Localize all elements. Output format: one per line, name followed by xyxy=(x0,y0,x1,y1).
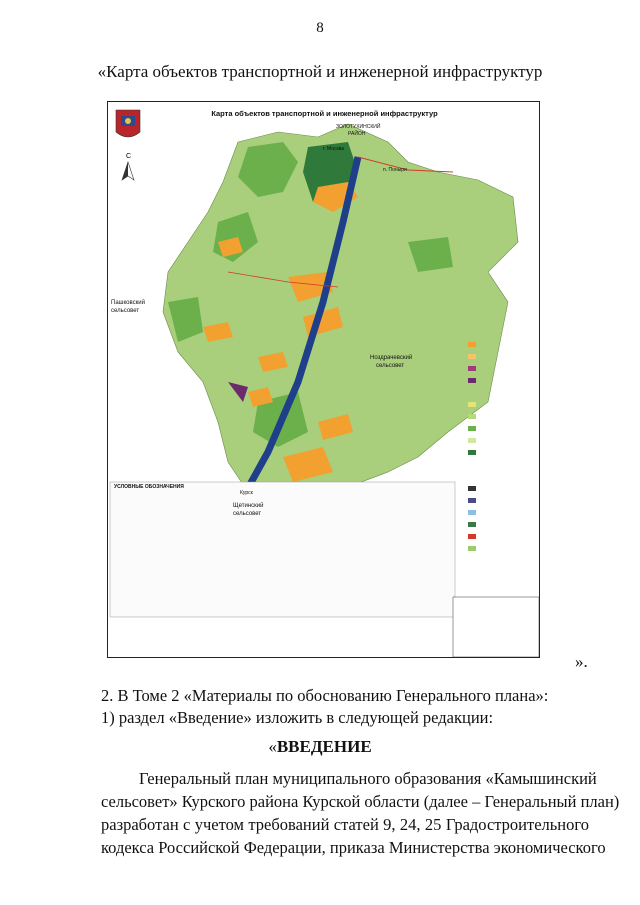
legend-title: УСЛОВНЫЕ ОБОЗНАЧЕНИЯ xyxy=(114,484,184,490)
heading-quote: « xyxy=(268,737,277,756)
section-heading xyxy=(0,737,640,757)
paragraph-2: 1) раздел «Введение» изложить в следующей редакции: xyxy=(101,708,494,727)
map-label-selsovet-3: сельсовет xyxy=(233,511,262,517)
map-label-nozdrachevsky: Ноздрачевский xyxy=(370,355,413,361)
map-caption: «Карта объектов транспортной и инженерной инфраструктур xyxy=(97,62,543,81)
svg-text:С: С xyxy=(126,153,132,160)
map-title: Карта объектов транспортной и инженерной инфраструктур xyxy=(211,109,438,118)
map-figure xyxy=(107,101,540,658)
map-label-rayon: РАЙОН xyxy=(348,131,366,137)
page-number: 8 xyxy=(316,20,324,36)
map-label-selsovet-1: сельсовет xyxy=(111,308,140,314)
map-label-selsovet-2: сельсовет xyxy=(376,363,405,369)
map-label-kursk: Курск xyxy=(240,490,253,496)
title-block xyxy=(453,597,539,657)
closing-quote: ». xyxy=(575,652,588,671)
legend-box xyxy=(110,482,455,617)
paragraph-1: 2. В Томе 2 «Материалы по обоснованию Генерального плана»: xyxy=(101,686,549,705)
map-label-pashkovsky: Пашковский xyxy=(111,300,145,306)
map-label-zolotukhinsky: ЗОЛОТУХИНСКИЙ xyxy=(336,124,381,130)
map-label-ponyri: п. Поныри xyxy=(383,167,407,173)
north-arrow-icon xyxy=(122,153,134,180)
body-line-4: кодекса Российской Федерации, приказа Министерства экономического xyxy=(101,838,606,857)
heading-text: ВВЕДЕНИЕ xyxy=(276,737,372,756)
map-label-moskva: г. Москва xyxy=(323,146,345,152)
body-line-1: Генеральный план муниципального образования «Камышинский xyxy=(139,769,597,788)
body-line-2: сельсовет» Курского района Курской области (далее – Генеральный план) xyxy=(101,792,620,811)
body-line-3: разработан с учетом требований статей 9, 24, 25 Градостроительного xyxy=(101,815,589,834)
map-image xyxy=(108,102,540,658)
map-label-tsvetkovsky: Щетинский xyxy=(233,503,264,509)
body-text xyxy=(101,767,620,859)
